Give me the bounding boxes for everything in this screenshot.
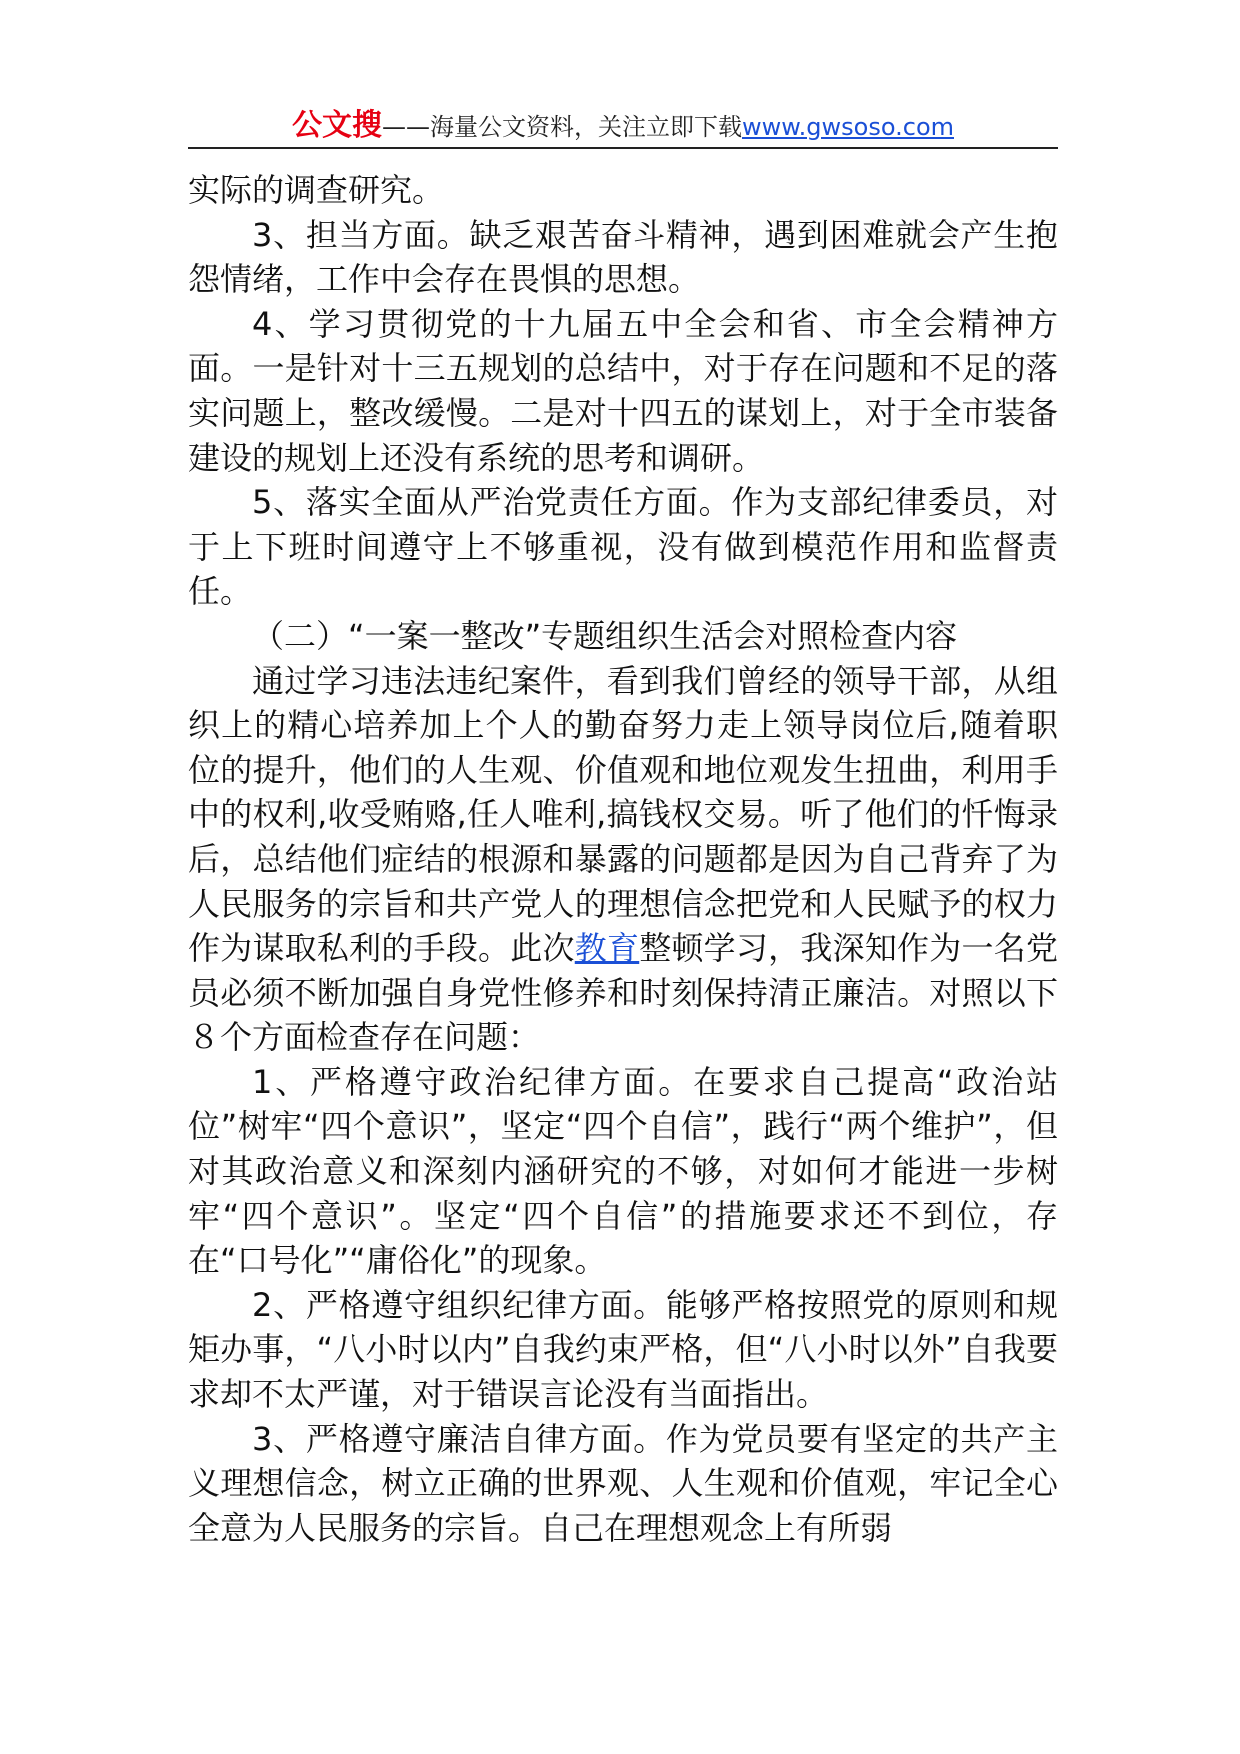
header-tagline: ——海量公文资料，关注立即下载 (381, 113, 742, 141)
page-header (188, 105, 1058, 149)
paragraph: 5、落实全面从严治党责任方面。作为支部纪律委员，对于上下班时间遵守上不够重视，没有做到模范作用和监督责任。 (188, 483, 1058, 611)
website-link[interactable]: www.gwsoso.com (741, 113, 954, 141)
paragraph-text: 通过学习违法违纪案件，看到我们曾经的领导干部，从组织上的精心培养加上个人的勤奋努力走上领导岗位后,随着职位的提升，他们的人生观、价值观和地位观发生扭曲，利用手中的权利,收受贿赂,任人唯利,搞钱权交易。听了他们的忏悔录后，总结他们症结的根源和暴露的问题都是因为自己背弃了为人民服务的宗旨和共产党人的理想信念把党和人民赋予的权力作为谋取私利的手段。此次 (188, 661, 1058, 968)
paragraph: 1、严格遵守政治纪律方面。在要求自己提高“政治站位”树牢“四个意识”，坚定“四个自信”，践行“两个维护”，但对其政治意义和深刻内涵研究的不够，对如何才能进一步树牢“四个意识”。坚定“四个自信”的措施要求还不到位，存在“口号化”“庸俗化”的现象。 (188, 1062, 1058, 1280)
section-heading: （二）“一案一整改”专题组织生活会对照检查内容 (252, 616, 958, 655)
paragraph (188, 659, 1058, 1060)
paragraph: 3、严格遵守廉洁自律方面。作为党员要有坚定的共产主义理想信念，树立正确的世界观、人生观和价值观，牢记全心全意为人民服务的宗旨。自己在理想观念上有所弱 (188, 1419, 1058, 1547)
paragraph: 2、严格遵守组织纪律方面。能够严格按照党的原则和规矩办事，“八小时以内”自我约束严格，但“八小时以外”自我要求却不太严谨，对于错误言论没有当面指出。 (188, 1285, 1058, 1414)
paragraph: 4、学习贯彻党的十九届五中全会和省、市全会精神方面。一是针对十三五规划的总结中，对于存在问题和不足的落实问题上，整改缓慢。二是对十四五的谋划上，对于全市装备建设的规划上还没有系统的思考和调研。 (188, 304, 1058, 477)
paragraph-text: 整顿学习，我深知作为一名党员必须不断加强自身党性修养和时刻保持清正廉洁。对照以下８个方面检查存在问题： (188, 929, 1058, 1057)
paragraph: 实际的调查研究。 (188, 171, 445, 209)
education-link[interactable]: 教育 (574, 929, 640, 968)
brand-logo-text: 公文搜 (291, 108, 382, 143)
paragraph: 3、担当方面。缺乏艰苦奋斗精神，遇到困难就会产生抱怨情绪，工作中会存在畏惧的思想。 (188, 215, 1058, 299)
document-body (188, 168, 1058, 1550)
